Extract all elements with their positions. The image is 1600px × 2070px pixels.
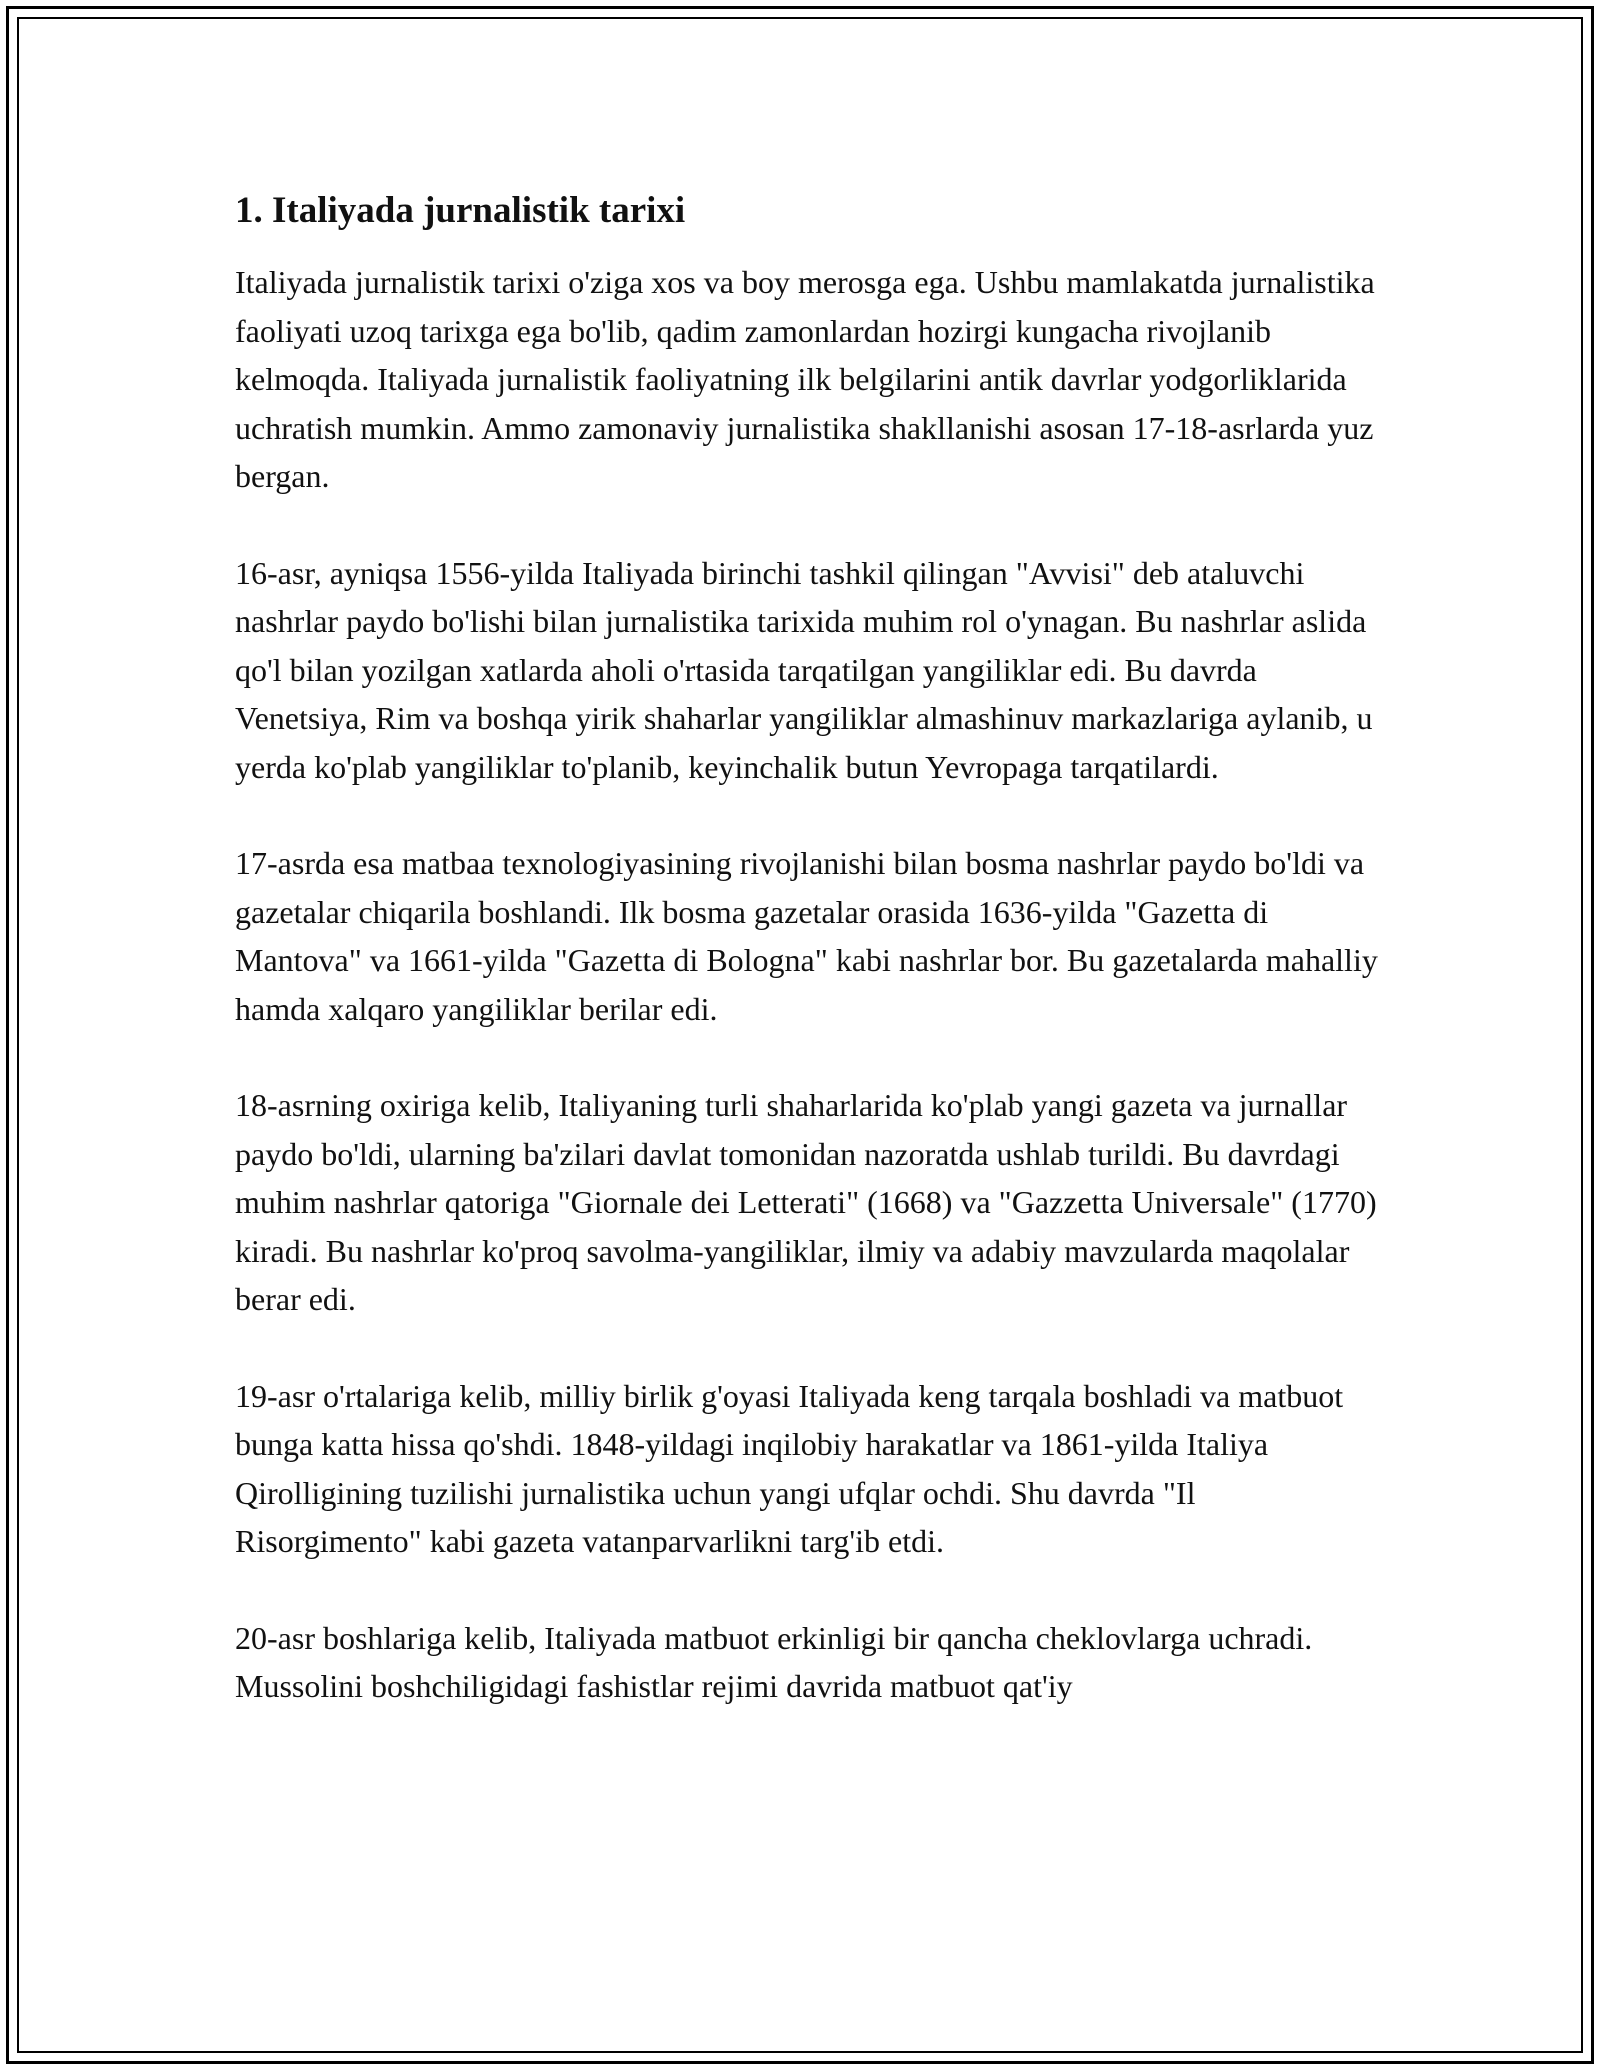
document-body (235, 186, 1385, 1759)
paragraph-17th-century: 17-asrda esa matbaa texnologiyasining rivojlanishi bilan bosma nashrlar paydo bo'ldi va gazetalar chiqarila boshlandi. Ilk bosma gazetalar orasida 1636-yilda "Gazetta di Mantova" va 1661-yilda "Gazetta di Bologna" kabi nashrlar bor. Bu gazetalarda mahalliy hamda xalqaro yangiliklar berilar edi. (235, 845, 1378, 1027)
paragraph-18th-century: 18-asrning oxiriga kelib, Italiyaning turli shaharlarida ko'plab yangi gazeta va jurnallar paydo bo'ldi, ularning ba'zilari davlat tomonidan nazoratda ushlab turildi. Bu davrdagi muhim nashrlar qatoriga "Giornale dei Letterati" (1668) va "Gazzetta Universale" (1770) kiradi. Bu nashrlar ko'proq savolma-yangiliklar, ilmiy va adabiy mavzularda maqolalar berar edi. (235, 1087, 1377, 1317)
paragraph-19th-century: 19-asr o'rtalariga kelib, milliy birlik g'oyasi Italiyada keng tarqala boshladi va matbuot bunga katta hissa qo'shdi. 1848-yildagi inqilobiy harakatlar va 1861-yilda Italiya Qirolligining tuzilishi jurnalistika uchun yangi ufqlar ochdi. Shu davrda "Il Risorgimento" kabi gazeta vatanparvarlikni targ'ib etdi. (235, 1377, 1344, 1559)
paragraph-intro: Italiyada jurnalistik tarixi o'ziga xos va boy merosga ega. Ushbu mamlakatda jurnalistika faoliyati uzoq tarixga ega bo'lib, qadim zamonlardan hozirgi kungacha rivojlanib kelmoqda. Italiyada jurnalistik faoliyatning ilk belgilarini antik davrlar yodgorliklarida uchratish mumkin. Ammo zamonaviy jurnalistika shakllanishi asosan 17-18-asrlarda yuz bergan. (235, 264, 1375, 494)
section-heading: 1. Italiyada jurnalistik tarixi (235, 190, 686, 231)
paragraph-16th-century: 16-asr, ayniqsa 1556-yilda Italiyada birinchi tashkil qilingan "Avvisi" deb ataluvchi nashrlar paydo bo'lishi bilan jurnalistika tarixida muhim rol o'ynagan. Bu nashrlar aslida qo'l bilan yozilgan xatlarda aholi o'rtasida tarqatilgan yangiliklar edi. Bu davrda Venetsiya, Rim va boshqa yirik shaharlar yangiliklar almashinuv markazlariga aylanib, u yerda ko'plab yangiliklar to'planib, keyinchalik butun Yevropaga tarqatilardi. (235, 554, 1373, 785)
paragraph-20th-century: 20-asr boshlariga kelib, Italiyada matbuot erkinligi bir qancha cheklovlarga uchradi. Mussolini boshchiligidagi fashistlar rejimi davrida matbuot qat'iy (235, 1619, 1313, 1704)
